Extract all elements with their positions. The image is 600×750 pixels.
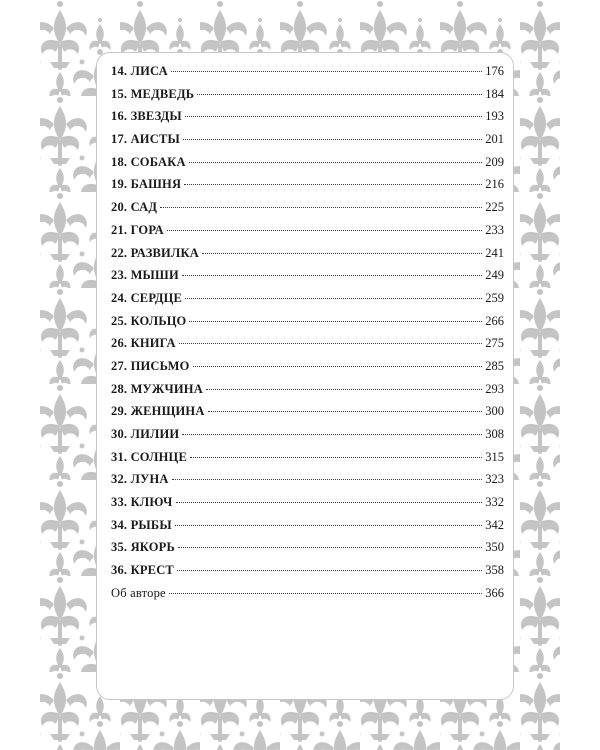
toc-entry [111,64,504,87]
toc-entry-number: 22. [111,245,128,260]
toc-entry-page-number: 241 [485,245,504,260]
toc-entry-page-number: 332 [485,495,504,510]
toc-entry-title [111,382,203,397]
toc-entry-label: СЕРДЦЕ [130,290,183,305]
table-of-contents-panel [96,52,514,700]
toc-entry-page-number: 193 [485,109,504,124]
toc-entry-page-number: 285 [485,358,504,373]
toc-entry [111,382,504,405]
toc-entry-label: КЛЮЧ [130,495,173,510]
toc-entry [111,291,504,314]
toc-entry [111,155,504,178]
dot-leader [190,457,482,458]
toc-entry-number: 32. [111,472,128,487]
toc-entry-title [111,87,194,102]
dot-leader [185,298,482,299]
toc-entry-label: ГОРА [130,222,164,237]
toc-entry-number: 24. [111,290,128,305]
toc-entry-label: КОЛЬЦО [130,313,187,328]
toc-entry [111,586,504,609]
toc-entry-title [111,155,186,170]
toc-entry-label: ПИСЬМО [130,358,190,373]
toc-entry-title [111,450,187,465]
dot-leader [169,593,482,594]
toc-entry-label: ЖЕНЩИНА [130,404,205,419]
toc-entry-number: 21. [111,222,128,237]
dot-leader [171,71,482,72]
toc-entry-label: ЯКОРЬ [130,540,175,555]
toc-entry-page-number: 184 [485,86,504,101]
toc-entry-title [111,427,179,442]
toc-entry-label: АИСТЫ [130,132,180,147]
dot-leader [182,275,482,276]
dot-leader [179,343,483,344]
dot-leader [189,321,482,322]
dot-leader [208,411,483,412]
toc-entry [111,109,504,132]
toc-entry-number: 29. [111,404,128,419]
toc-entry-number: 23. [111,268,128,283]
toc-entry-page-number: 259 [485,290,504,305]
dot-leader [167,230,482,231]
toc-entry-label: МЕДВЕДЬ [130,86,195,101]
toc-entry-label: ЗВЕЗДЫ [130,109,182,124]
dot-leader [193,366,483,367]
toc-entry-label: ЛИЛИИ [130,427,180,441]
toc-entry [111,472,504,495]
toc-entry-page-number: 201 [485,132,504,147]
toc-entry [111,563,504,586]
toc-entry-title [111,64,168,79]
dot-leader [197,94,482,95]
toc-entry [111,177,504,200]
toc-entry-label: МЫШИ [130,268,179,283]
toc-entry-number: 16. [111,109,128,124]
toc-entry [111,404,504,427]
toc-entry-title [111,586,166,601]
toc-entry-page-number: 308 [485,427,504,441]
toc-entry [111,132,504,155]
toc-entry-page-number: 216 [485,177,504,192]
dot-leader [160,207,482,208]
dot-leader [202,253,482,254]
toc-entry [111,495,504,518]
toc-entry-page-number: 323 [485,472,504,487]
toc-entry-number: 17. [111,132,128,147]
toc-entry-number: 26. [111,336,128,351]
toc-entry-title [111,132,180,147]
toc-entry-page-number: 358 [485,563,504,578]
toc-entry-title [111,200,157,215]
toc-entry [111,200,504,223]
toc-entry-page-number: 233 [485,222,504,237]
dot-leader [178,547,482,548]
toc-entry-number: 35. [111,540,128,555]
toc-entry [111,427,504,450]
toc-entry [111,246,504,269]
toc-entry [111,450,504,473]
toc-entry [111,268,504,291]
toc-entry [111,314,504,337]
toc-entry [111,359,504,382]
toc-entry-page-number: 209 [485,154,504,169]
toc-entry-label: Об авторе [111,585,166,600]
toc-entry-title [111,404,205,419]
dot-leader [175,525,482,526]
toc-entry-label: БАШНЯ [130,177,182,192]
toc-entry-label: КРЕСТ [130,563,174,578]
toc-entry-title [111,563,174,578]
toc-entry-title [111,359,190,374]
toc-entry-page-number: 350 [485,540,504,555]
toc-entry-page-number: 293 [485,381,504,396]
dot-leader [185,116,482,117]
toc-entry-number: 14. [111,64,128,78]
toc-entry-page-number: 266 [485,313,504,328]
toc-entry-number: 25. [111,313,128,328]
toc-entry-title [111,540,175,555]
dot-leader [183,139,482,140]
toc-entry-number: 15. [111,86,128,101]
toc-entry-page-number: 249 [485,268,504,283]
toc-entry-title [111,314,186,329]
toc-entry-title [111,246,199,261]
toc-entry-title [111,109,182,124]
toc-entry-label: МУЖЧИНА [130,381,203,396]
toc-entry-number: 34. [111,517,128,532]
toc-entry-number: 30. [111,427,128,441]
toc-entry-page-number: 225 [485,200,504,215]
dot-leader [189,162,483,163]
toc-entry-title [111,223,164,238]
dot-leader [184,184,482,185]
dot-leader [177,570,482,571]
toc-entry-number: 20. [111,200,128,215]
toc-list [111,64,504,609]
toc-entry-page-number: 366 [485,585,504,600]
toc-entry-label: ЛУНА [130,472,169,487]
toc-entry-page-number: 300 [485,404,504,419]
toc-entry-title [111,177,181,192]
toc-entry-title [111,518,172,533]
toc-entry-page-number: 275 [485,336,504,351]
toc-entry [111,518,504,541]
toc-entry-label: РЫБЫ [130,517,172,532]
dot-leader [206,389,482,390]
toc-entry-label: РАЗВИЛКА [130,245,199,260]
toc-entry-title [111,336,176,351]
toc-entry-label: САД [130,200,158,215]
dot-leader [182,434,482,435]
toc-entry-title [111,291,182,306]
toc-entry-label: ЛИСА [130,64,168,78]
toc-entry-number: 27. [111,358,128,373]
toc-entry [111,540,504,563]
toc-entry-number: 31. [111,449,128,464]
toc-entry-number: 19. [111,177,128,192]
toc-entry-title [111,472,169,487]
toc-entry-page-number: 315 [485,449,504,464]
toc-entry-number: 36. [111,563,128,578]
toc-entry-label: СОЛНЦЕ [130,449,187,464]
toc-entry-number: 28. [111,381,128,396]
toc-entry [111,336,504,359]
toc-entry-page-number: 176 [485,64,504,78]
toc-entry-title [111,495,173,510]
dot-leader [176,502,483,503]
dot-leader [172,479,483,480]
toc-entry [111,223,504,246]
toc-entry-number: 33. [111,495,128,510]
toc-entry-number: 18. [111,154,128,169]
toc-entry [111,87,504,110]
toc-entry-page-number: 342 [485,517,504,532]
toc-entry-label: СОБАКА [130,154,186,169]
toc-entry-title [111,268,179,283]
toc-entry-label: КНИГА [130,336,176,351]
